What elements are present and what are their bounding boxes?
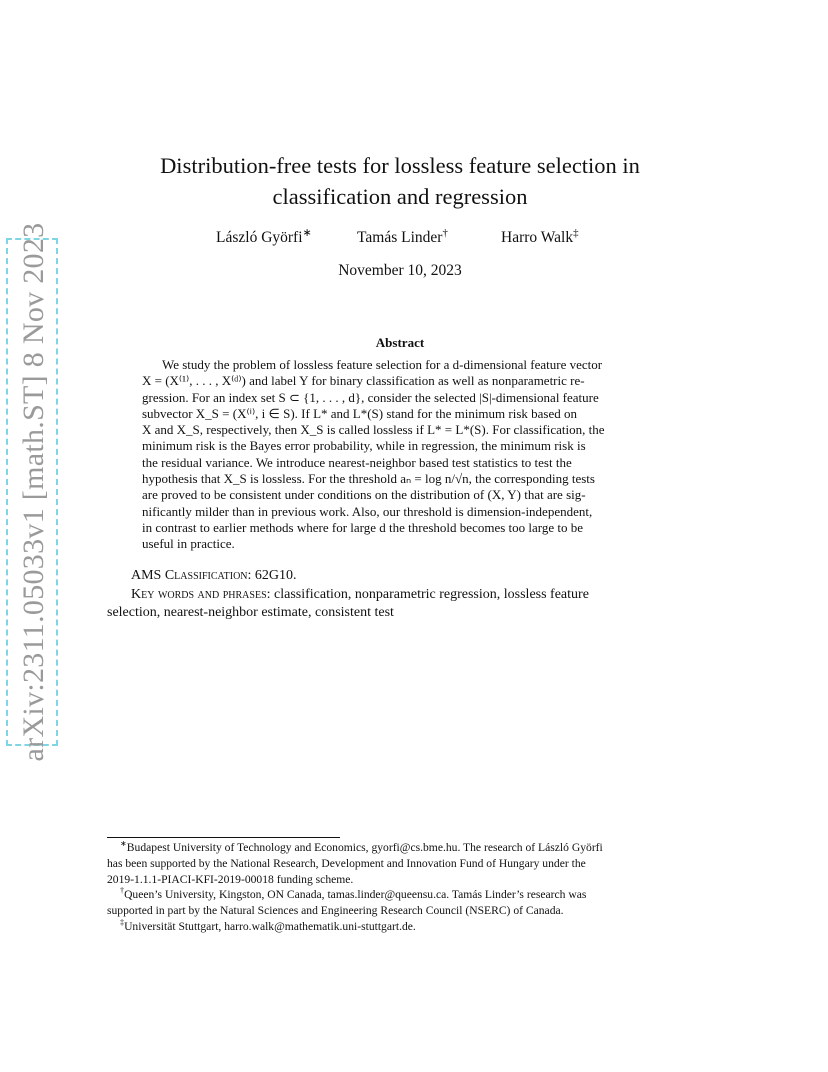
author-mark: ‡ bbox=[573, 226, 579, 239]
ams-value: 62G10. bbox=[254, 568, 297, 583]
abstract-line: minimum risk is the Bayes error probability, while in regression, the minimum risk is bbox=[142, 438, 586, 454]
keywords-label: Key words and phrases bbox=[131, 587, 267, 602]
author-name: László Györfi bbox=[216, 229, 303, 246]
footnote-1-line: has been supported by the National Research, Development and Innovation Fund of Hungary under the bbox=[107, 856, 586, 870]
abstract-heading: Abstract bbox=[375, 335, 425, 350]
abstract-line: are proved to be consistent under conditions on the distribution of (X, Y) that are sig- bbox=[142, 487, 586, 503]
footnote-text: Universität Stuttgart, harro.walk@mathematik.uni-stuttgart.de. bbox=[124, 919, 416, 933]
author-3 bbox=[501, 226, 579, 247]
abstract-line: X and X_S, respectively, then X_S is called lossless if L* = L*(S). For classification, the bbox=[142, 422, 605, 438]
abstract-line: hypothesis that X_S is lossless. For the threshold aₙ = log n/√n, the corresponding tests bbox=[142, 471, 595, 487]
abstract-line: gression. For an index set S ⊂ {1, . . . , d}, consider the selected |S|-dimensional feature bbox=[142, 389, 599, 405]
author-mark: ∗ bbox=[302, 226, 312, 239]
author-mark: † bbox=[442, 226, 448, 239]
keywords-line-2: selection, nearest-neighbor estimate, consistent test bbox=[107, 605, 394, 620]
author-1 bbox=[216, 226, 312, 247]
footnote-1-line bbox=[107, 840, 692, 856]
footnote-2-line bbox=[107, 887, 692, 903]
abstract-body bbox=[142, 357, 656, 553]
keywords-text-1: classification, nonparametric regression, lossless feature bbox=[274, 587, 589, 602]
footnote-text: Queen’s University, Kingston, ON Canada, tamas.linder@queensu.ca. Tamás Linder’s research was bbox=[124, 888, 587, 902]
title-line-2: classification and regression bbox=[272, 184, 528, 209]
abstract-line: the residual variance. We introduce nearest-neighbor based test statistics to test the bbox=[142, 454, 572, 470]
ams-classification: AMS Classification: 62G10. bbox=[131, 568, 297, 583]
abstract-line: subvector X_S = (X⁽ⁱ⁾, i ∈ S). If L* and L*(S) stand for the minimum risk based on bbox=[142, 405, 577, 421]
abstract-line: useful in practice. bbox=[142, 536, 235, 552]
footnote-2-line: supported in part by the Natural Sciences and Engineering Research Council (NSERC) of Canada. bbox=[107, 904, 564, 918]
footnotes bbox=[107, 840, 692, 935]
footnote-rule bbox=[107, 837, 340, 838]
abstract-line: We study the problem of lossless feature selection for a d-dimensional feature vector bbox=[162, 357, 603, 372]
ams-label: AMS Classification bbox=[131, 568, 248, 583]
author-2 bbox=[357, 226, 448, 247]
abstract-line: in contrast to earlier methods where for large d the threshold becomes too large to be bbox=[142, 519, 584, 535]
abstract-line: nificantly milder than in previous work. Also, our threshold is dimension-independent, bbox=[142, 503, 593, 519]
footnote-3-line bbox=[107, 919, 692, 935]
keywords-line-1: Key words and phrases: classification, nonparametric regression, lossless feature bbox=[131, 587, 589, 602]
arxiv-stamp: arXiv:2311.05033v1 [math.ST] 8 Nov 2023 bbox=[17, 222, 50, 762]
footnote-mark: ‡ bbox=[120, 918, 125, 928]
footnote-1-line: 2019-1.1.1-PIACI-KFI-2019-00018 funding scheme. bbox=[107, 872, 354, 886]
title-line-1: Distribution-free tests for lossless feature selection in bbox=[160, 153, 640, 178]
footnote-text: Budapest University of Technology and Economics, gyorfi@cs.bme.hu. The research of László Györfi bbox=[126, 841, 603, 854]
paper-date: November 10, 2023 bbox=[338, 262, 462, 279]
abstract-line: X = (X⁽¹⁾, . . . , X⁽ᵈ⁾) and label Y for binary classification as well as nonparametric re- bbox=[142, 373, 585, 389]
author-name: Harro Walk bbox=[501, 229, 574, 246]
paper-title bbox=[100, 150, 700, 212]
footnote-mark: † bbox=[120, 886, 125, 896]
keywords bbox=[107, 586, 692, 622]
footnote-mark: ∗ bbox=[120, 839, 127, 849]
author-name: Tamás Linder bbox=[357, 229, 443, 246]
